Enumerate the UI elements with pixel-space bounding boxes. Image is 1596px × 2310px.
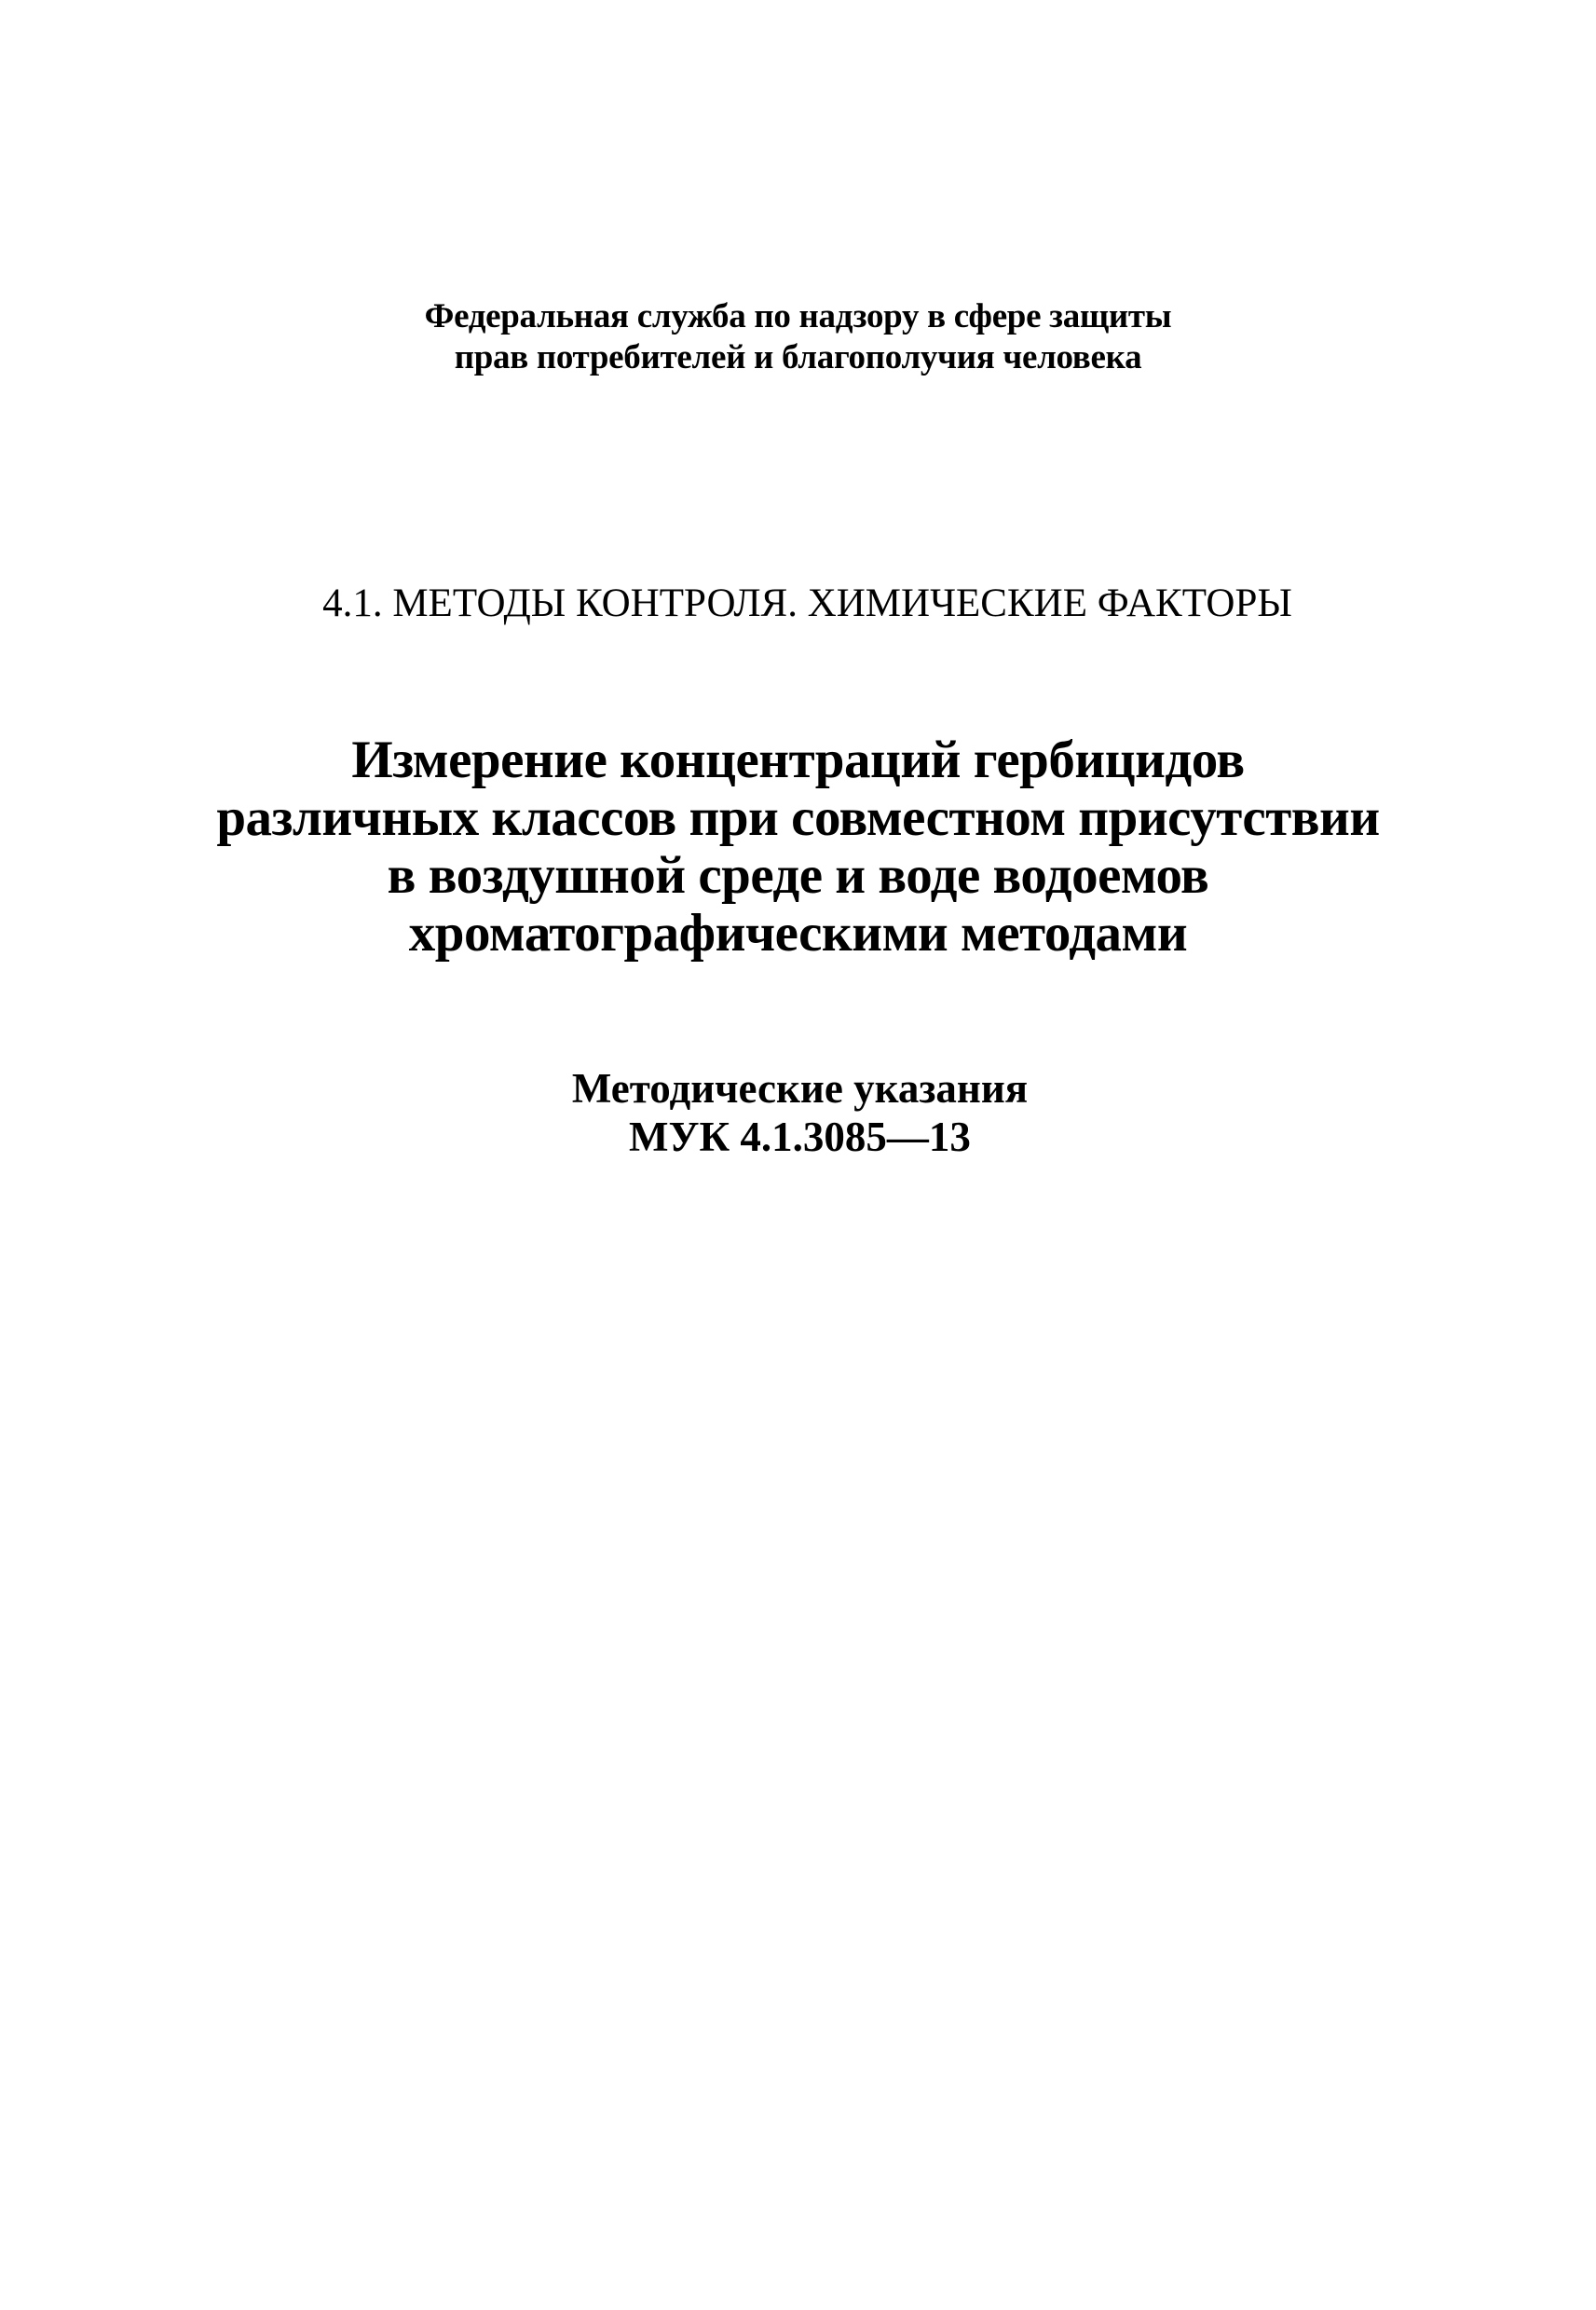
title-line-4: хроматографическими методами: [408, 904, 1188, 963]
document-type: [2, 1064, 1596, 1161]
issuing-agency: [0, 296, 1596, 378]
title-line-2: различных классов при совместном присутствии: [216, 788, 1380, 847]
document-title: [0, 731, 1596, 963]
section-heading: [9, 580, 1596, 628]
section-text: 4.1. МЕТОДЫ КОНТРОЛЯ. ХИМИЧЕСКИЕ ФАКТОРЫ: [322, 581, 1292, 625]
agency-line-2: прав потребителей и благополучия человека: [454, 338, 1142, 376]
doc-type-label: Методические указания: [571, 1065, 1029, 1112]
doc-code: МУК 4.1.3085—13: [629, 1114, 971, 1160]
title-line-3: в воздушной среде и воде водоемов: [387, 846, 1209, 905]
agency-line-1: Федеральная служба по надзору в сфере защиты: [424, 297, 1172, 335]
title-line-1: Измерение концентраций гербицидов: [351, 731, 1245, 789]
